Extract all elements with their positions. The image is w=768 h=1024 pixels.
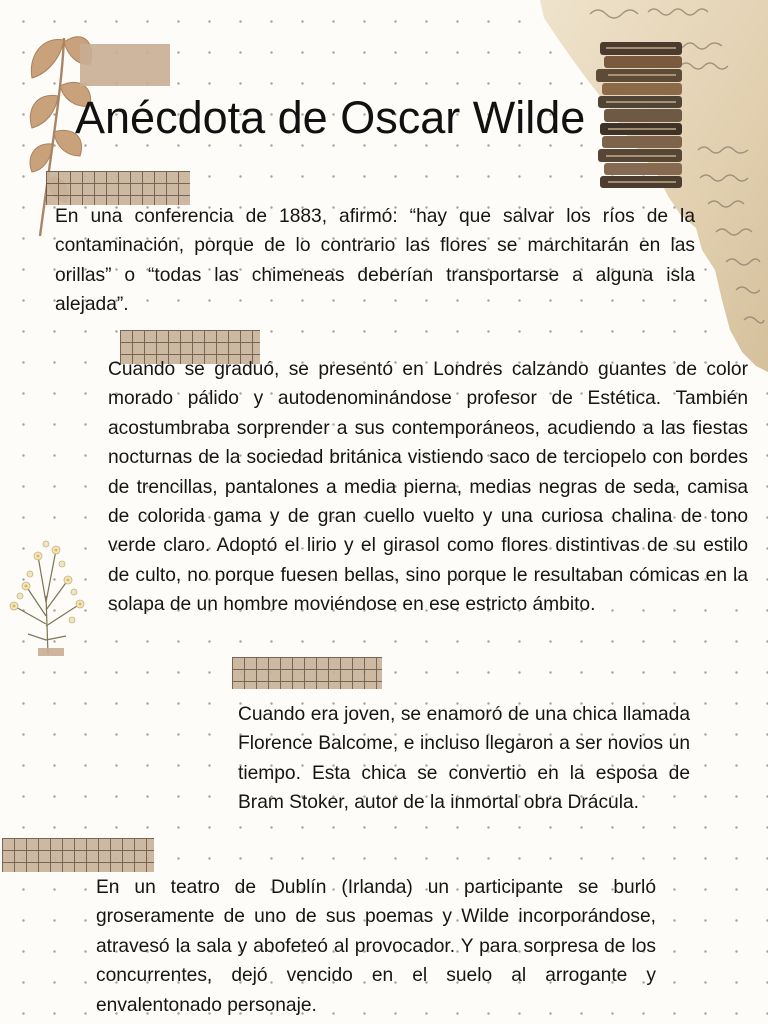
washi-tape <box>2 838 154 872</box>
page-title: Anécdota de Oscar Wilde <box>75 92 586 143</box>
washi-tape <box>80 44 170 86</box>
paragraph-dublin: En un teatro de Dublín (Irlanda) un participante se burló groseramente de uno de sus poemas y Wilde incorporándose, atravesó la sala y abofeteó al provocador. Y para sorpresa de los concurrentes, dejó vencido en el suelo al arrogante y envalentonado personaje. <box>96 877 656 1016</box>
paragraph-graduacion: Cuando se graduó, se presentó en Londres calzando guantes de color morado pálido y autodenominándose profesor de Estética. También acostumbraba sorprender a sus contemporáneos, acudiendo a las fiestas nocturnas de la sociedad británica vistiendo saco de terciopelo con bordes de trencillas, pantalones a media pierna, medias negras de seda, camisa de colorida gama y de gran cuello vuelto y una curiosa chalina de tono verde claro. Adoptó el lirio y el girasol como flores distintivas de su estilo de culto, no porque fuesen bellas, sino porque le resultaban cómicas en la solapa de un hombre moviéndose en ese estricto ámbito. <box>108 359 748 616</box>
paragraph-florence: Cuando era joven, se enamoró de una chica llamada Florence Balcome, e incluso llegaron a ser novios un tiempo. Esta chica se convertio en la esposa de Bram Stoker, autor de la inmortal obra Drácula. <box>238 704 690 814</box>
washi-tape <box>232 657 382 689</box>
washi-tape <box>46 171 190 205</box>
books-stack <box>596 42 682 188</box>
wildflower-decoration <box>2 536 92 660</box>
paragraph-conferencia: En una conferencia de 1883, afirmó: “hay que salvar los ríos de la contaminación, porque de lo contrario las flores se marchitarán en las orillas” o “todas las chimeneas deberían transportarse a alguna isla alejada”. <box>55 206 695 316</box>
